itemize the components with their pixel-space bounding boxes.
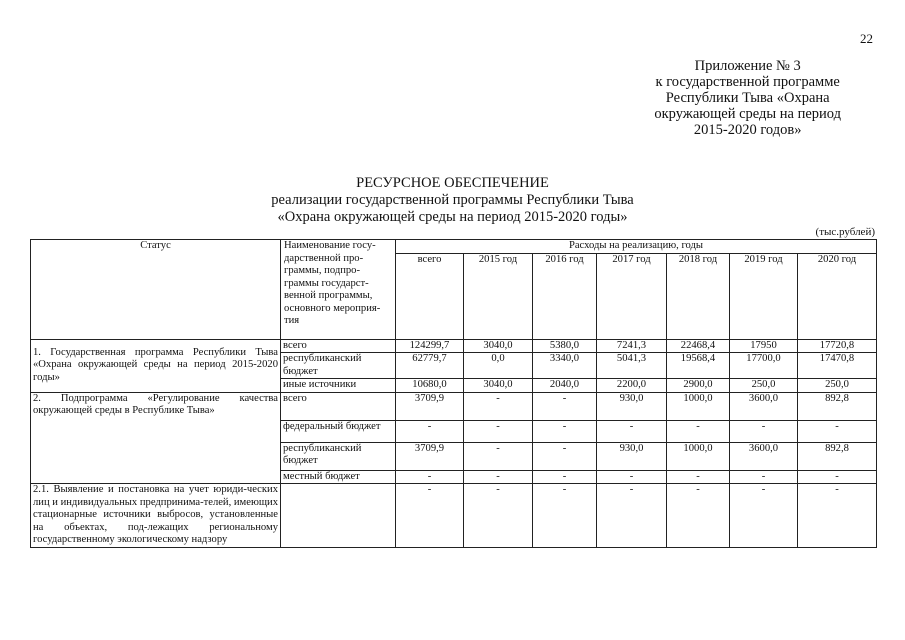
appendix-note bbox=[654, 58, 841, 138]
value-cell: - bbox=[533, 484, 597, 548]
value-cell: 7241,3 bbox=[597, 339, 667, 353]
value-cell: 17470,8 bbox=[798, 353, 877, 379]
value-cell: 3340,0 bbox=[533, 353, 597, 379]
table-row bbox=[31, 484, 877, 548]
year-header-total: всего bbox=[396, 253, 464, 339]
value-cell: 892,8 bbox=[798, 442, 877, 470]
source-cell bbox=[281, 484, 396, 548]
source-cell: республиканский бюджет bbox=[281, 442, 396, 470]
status-header: Статус bbox=[31, 240, 281, 340]
value-cell: - bbox=[730, 420, 798, 442]
year-header: 2019 год bbox=[730, 253, 798, 339]
value-cell: 3040,0 bbox=[464, 339, 533, 353]
value-cell: - bbox=[533, 470, 597, 484]
value-cell: 62779,7 bbox=[396, 353, 464, 379]
value-cell: - bbox=[396, 470, 464, 484]
value-cell: 3040,0 bbox=[464, 379, 533, 393]
year-header: 2015 год bbox=[464, 253, 533, 339]
value-cell: - bbox=[730, 484, 798, 548]
value-cell: - bbox=[464, 442, 533, 470]
value-cell: 124299,7 bbox=[396, 339, 464, 353]
value-cell: - bbox=[396, 420, 464, 442]
value-cell: 17700,0 bbox=[730, 353, 798, 379]
appendix-line: Приложение № 3 bbox=[694, 58, 801, 74]
value-cell: 1000,0 bbox=[667, 392, 730, 420]
value-cell: 0,0 bbox=[464, 353, 533, 379]
resource-table bbox=[30, 239, 877, 548]
document-title bbox=[0, 175, 905, 226]
title-line: «Охрана окружающей среды на период 2015-2020 годы» bbox=[277, 209, 628, 225]
title-line: реализации государственной программы Республики Тыва bbox=[271, 192, 634, 208]
source-cell: иные источники bbox=[281, 379, 396, 393]
value-cell: 5041,3 bbox=[597, 353, 667, 379]
value-cell: 3709,9 bbox=[396, 442, 464, 470]
value-cell: 17950 bbox=[730, 339, 798, 353]
value-cell: - bbox=[533, 442, 597, 470]
value-cell: - bbox=[464, 392, 533, 420]
source-cell: местный бюджет bbox=[281, 470, 396, 484]
year-header: 2017 год bbox=[597, 253, 667, 339]
value-cell: - bbox=[533, 392, 597, 420]
value-cell: 10680,0 bbox=[396, 379, 464, 393]
year-header: 2020 год bbox=[798, 253, 877, 339]
value-cell: 2040,0 bbox=[533, 379, 597, 393]
value-cell: - bbox=[597, 420, 667, 442]
value-cell: 5380,0 bbox=[533, 339, 597, 353]
value-cell: 930,0 bbox=[597, 392, 667, 420]
table-header bbox=[31, 240, 877, 340]
table-body bbox=[31, 339, 877, 547]
value-cell: - bbox=[798, 420, 877, 442]
title-heading: РЕСУРСНОЕ ОБЕСПЕЧЕНИЕ bbox=[356, 175, 549, 191]
value-cell: 3600,0 bbox=[730, 442, 798, 470]
expenses-header: Расходы на реализацию, годы bbox=[396, 240, 877, 254]
value-cell: 22468,4 bbox=[667, 339, 730, 353]
table-row bbox=[31, 339, 877, 353]
value-cell: 2900,0 bbox=[667, 379, 730, 393]
source-cell: всего bbox=[281, 392, 396, 420]
value-cell: 17720,8 bbox=[798, 339, 877, 353]
status-cell: 2. Подпрограмма «Регулирование качества окружающей среды в Республике Тыва» bbox=[31, 392, 281, 484]
value-cell: - bbox=[396, 484, 464, 548]
source-cell: всего bbox=[281, 339, 396, 353]
value-cell: - bbox=[798, 484, 877, 548]
value-cell: 3709,9 bbox=[396, 392, 464, 420]
value-cell: - bbox=[798, 470, 877, 484]
table-row bbox=[31, 392, 877, 420]
value-cell: - bbox=[730, 470, 798, 484]
year-header: 2016 год bbox=[533, 253, 597, 339]
appendix-line: окружающей среды на период bbox=[654, 106, 841, 122]
value-cell: - bbox=[533, 420, 597, 442]
value-cell: - bbox=[464, 420, 533, 442]
source-cell: республиканский бюджет bbox=[281, 353, 396, 379]
year-header: 2018 год bbox=[667, 253, 730, 339]
name-header: Наименование госу-дарственной про-граммы, подпро-граммы государст-венной программы, основного мероприя-тия bbox=[281, 240, 396, 340]
value-cell: - bbox=[597, 470, 667, 484]
units-label: (тыс.рублей) bbox=[815, 226, 875, 238]
value-cell: 930,0 bbox=[597, 442, 667, 470]
value-cell: 250,0 bbox=[730, 379, 798, 393]
value-cell: 3600,0 bbox=[730, 392, 798, 420]
value-cell: - bbox=[464, 470, 533, 484]
status-cell: 1. Государственная программа Республики Тыва «Охрана окружающей среды на период 2015-2020 годы» bbox=[31, 339, 281, 392]
source-cell: федеральный бюджет bbox=[281, 420, 396, 442]
value-cell: - bbox=[464, 484, 533, 548]
header-row bbox=[31, 240, 877, 254]
value-cell: - bbox=[667, 484, 730, 548]
value-cell: 1000,0 bbox=[667, 442, 730, 470]
status-cell: 2.1. Выявление и постановка на учет юриди-ческих лиц и индивидуальных предпринима-телей, имеющих стационарные источники выбросов, установленные на объектах, под-лежащих региональному государственному экологическому надзору bbox=[31, 484, 281, 548]
appendix-line: 2015-2020 годов» bbox=[693, 122, 802, 138]
value-cell: 892,8 bbox=[798, 392, 877, 420]
appendix-line: Республики Тыва «Охрана bbox=[665, 90, 830, 106]
appendix-line: к государственной программе bbox=[655, 74, 840, 90]
value-cell: 19568,4 bbox=[667, 353, 730, 379]
value-cell: - bbox=[597, 484, 667, 548]
value-cell: - bbox=[667, 470, 730, 484]
value-cell: - bbox=[667, 420, 730, 442]
value-cell: 250,0 bbox=[798, 379, 877, 393]
value-cell: 2200,0 bbox=[597, 379, 667, 393]
page-number: 22 bbox=[860, 31, 873, 46]
